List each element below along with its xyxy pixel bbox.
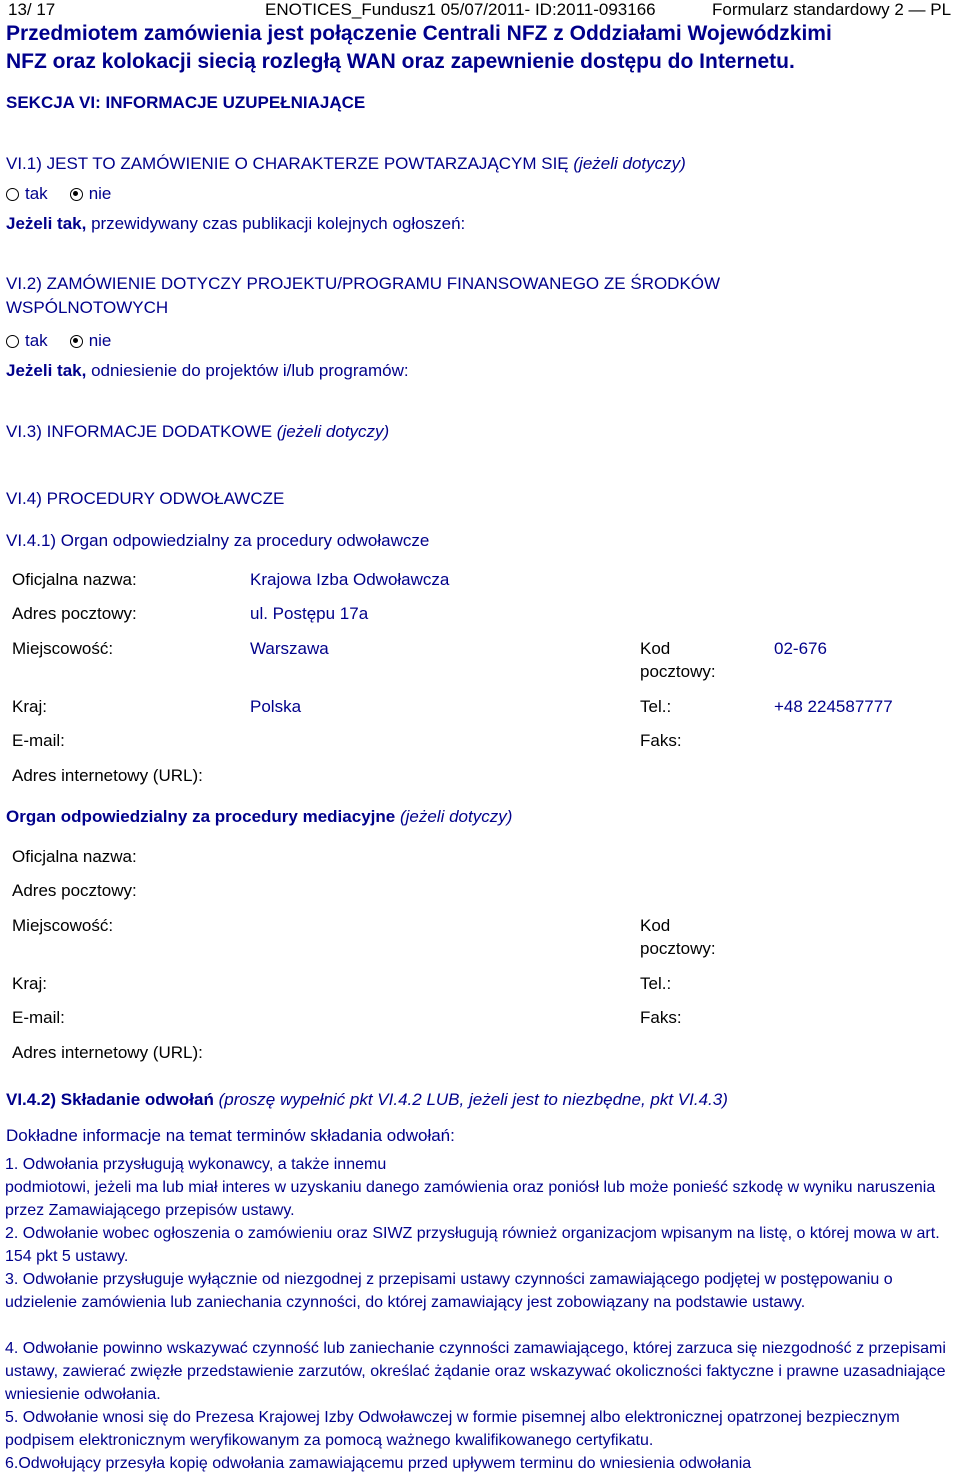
section-title: SEKCJA VI: INFORMACJE UZUPEŁNIAJĄCE: [6, 93, 366, 112]
vi2-heading-line-2: WSPÓLNOTOWYCH: [6, 298, 169, 317]
mediation-label-official-name: Oficjalna nazwa:: [12, 847, 137, 866]
mediation-label-fax: Faks:: [640, 1008, 682, 1027]
notice-title-line-1: Przedmiotem zamówienia jest połączenie Centrali NFZ z Oddziałami Wojewódzkimi: [6, 22, 832, 45]
vi2-followup: [6, 361, 409, 381]
vi1-radio-no-label: nie: [88, 184, 112, 203]
appeal-phone: +48 224587777: [774, 697, 893, 716]
appeal-official-name: Krajowa Izba Odwoławcza: [250, 570, 450, 589]
mediation-heading-text: Organ odpowiedzialny za procedury mediacyjne: [6, 807, 396, 826]
label-fax: Faks:: [640, 731, 682, 750]
label-phone: Tel.:: [640, 697, 672, 716]
page-number: 13/ 17: [8, 0, 56, 19]
label-official-name: Oficjalna nazwa:: [12, 570, 137, 589]
appeal-paragraph-3: 3. Odwołanie przysługuje wyłącznie od niezgodnej z przepisami ustawy czynności zamawiającego podjętej w postępowaniu o udzielenie zamówienia lub zaniechania czynności, do której zamawiający jest zobowiązany na podstawie ustawy.: [5, 1271, 893, 1311]
vi42-intro: Dokładne informacje na temat terminów składania odwołań:: [6, 1126, 455, 1145]
vi3-heading-text: VI.3) INFORMACJE DODATKOWE: [6, 422, 273, 441]
mediation-label-postcode-line-2: pocztowy:: [640, 939, 716, 958]
appeal-paragraph-1a: 1. Odwołania przysługują wykonawcy, a także innemu: [5, 1156, 387, 1173]
appeal-paragraph-5: 5. Odwołanie wnosi się do Prezesa Krajowej Izby Odwoławczej w formie pisemnej albo elektronicznej opatrzonej bezpiecznym podpisem elektronicznym weryfikowanym za pomocą ważnego kwalifikowanego certyfikatu.: [5, 1409, 900, 1449]
appeal-paragraph-1b: podmiotowi, jeżeli ma lub miał interes w uzyskaniu danego zamówienia oraz poniósł lub może ponieść szkodę w wyniku naruszenia przez Zamawiającego przepisów ustawy.: [5, 1179, 936, 1219]
label-email: E-mail:: [12, 731, 65, 750]
appeal-postal-address: ul. Postępu 17a: [250, 604, 369, 623]
vi2-radio-no[interactable]: [70, 335, 83, 348]
label-postal-address: Adres pocztowy:: [12, 604, 137, 623]
vi2-radio-yes-label: tak: [25, 331, 48, 350]
mediation-label-postal-address: Adres pocztowy:: [12, 881, 137, 900]
appeal-city: Warszawa: [250, 639, 329, 658]
vi1-heading-text: VI.1) JEST TO ZAMÓWIENIE O CHARAKTERZE POWTARZAJĄCYM SIĘ: [6, 154, 569, 173]
vi42-heading-text: VI.4.2) Składanie odwołań: [6, 1090, 214, 1109]
mediation-label-postcode-line-1: Kod: [640, 916, 671, 935]
mediation-heading: [6, 807, 512, 827]
label-country: Kraj:: [12, 697, 47, 716]
appeal-country: Polska: [250, 697, 302, 716]
vi2-radio-group: [6, 331, 111, 351]
form-type: Formularz standardowy 2 — PL: [712, 0, 952, 19]
appeal-paragraph-6: 6.Odwołujący przesyła kopię odwołania zamawiającemu przed upływem terminu do wniesienia odwołania: [5, 1455, 752, 1472]
vi1-followup-bold: Jeżeli tak,: [6, 214, 87, 233]
mediation-label-email: E-mail:: [12, 1008, 65, 1027]
label-postcode-line-2: pocztowy:: [640, 662, 716, 681]
vi1-heading-note: (jeżeli dotyczy): [573, 154, 686, 173]
vi1-heading: [6, 154, 686, 174]
label-url: Adres internetowy (URL):: [12, 766, 203, 785]
vi1-radio-yes-label: tak: [25, 184, 48, 203]
mediation-label-phone: Tel.:: [640, 974, 672, 993]
vi41-heading: VI.4.1) Organ odpowiedzialny za procedury odwoławcze: [6, 531, 430, 550]
vi2-radio-yes[interactable]: [6, 335, 19, 348]
appeal-paragraph-2: 2. Odwołanie wobec ogłoszenia o zamówieniu oraz SIWZ przysługują również organizacjom wpisanym na listę, o której mowa w art. 154 pkt 5 ustawy.: [5, 1225, 940, 1265]
vi1-followup: [6, 214, 465, 234]
mediation-label-country: Kraj:: [12, 974, 47, 993]
appeal-postcode: 02-676: [774, 639, 827, 658]
mediation-heading-note: (jeżeli dotyczy): [399, 807, 513, 826]
label-postcode-line-1: Kod: [640, 639, 671, 658]
vi42-heading-note: (proszę wypełnić pkt VI.4.2 LUB, jeżeli jest to niezbędne, pkt VI.4.3): [218, 1090, 728, 1109]
vi4-heading: VI.4) PROCEDURY ODWOŁAWCZE: [6, 489, 285, 508]
vi3-heading-note: (jeżeli dotyczy): [276, 422, 390, 441]
vi3-heading: [6, 422, 389, 442]
vi1-radio-group: [6, 184, 111, 204]
vi2-radio-no-label: nie: [88, 331, 112, 350]
vi2-followup-bold: Jeżeli tak,: [6, 361, 87, 380]
appeal-paragraph-4: 4. Odwołanie powinno wskazywać czynność lub zaniechanie czynności zamawiającego, której zarzuca się niezgodność z przepisami ustawy, zawierać zwięzłe przedstawienie zarzutów, określać żądanie oraz wskazywać okoliczności faktyczne i prawne uzasadniające wniesienie odwołania.: [5, 1340, 946, 1403]
label-city: Miejscowość:: [12, 639, 114, 658]
vi1-radio-no[interactable]: [70, 188, 83, 201]
notice-title-line-2: NFZ oraz kolokacji siecią rozległą WAN oraz zapewnienie dostępu do Internetu.: [6, 50, 795, 73]
vi1-followup-text: przewidywany czas publikacji kolejnych ogłoszeń:: [91, 214, 466, 233]
vi1-radio-yes[interactable]: [6, 188, 19, 201]
mediation-label-url: Adres internetowy (URL):: [12, 1043, 203, 1062]
document-id: ENOTICES_Fundusz1 05/07/2011- ID:2011-093166: [265, 0, 656, 19]
vi2-followup-text: odniesienie do projektów i/lub programów:: [91, 361, 409, 380]
vi42-heading: [6, 1090, 728, 1110]
mediation-label-city: Miejscowość:: [12, 916, 114, 935]
vi2-heading-line-1: VI.2) ZAMÓWIENIE DOTYCZY PROJEKTU/PROGRAMU FINANSOWANEGO ZE ŚRODKÓW: [6, 274, 721, 293]
